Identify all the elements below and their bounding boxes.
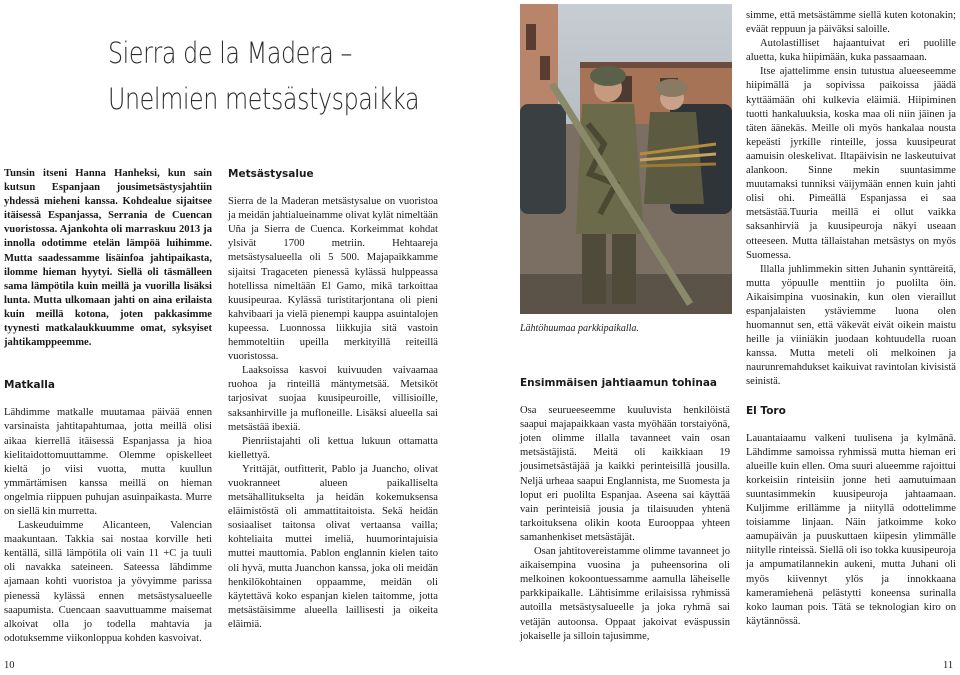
page-title: [108, 30, 419, 122]
hunters-photo: [520, 4, 732, 314]
photo-caption: Lähtöhuumaa parkkipaikalla.: [520, 323, 639, 334]
right-paragraph-2: Autolastilliset hajaantuivat eri puolille aluetta, kuka hiipimään, kuka passaamaan.: [746, 38, 956, 64]
page-number-right: 11: [943, 660, 954, 671]
right-paragraph-4: Illalla juhlimmekin sitten Juhanin synttäreitä, mutta yöpuulle menttiin jo puolilta öin. Aikaisimpina vuosinakin, kun olen vieraillut espanjalaisten ystäviemme luona olen huomannut sen, että väkevät eivät oikein maistu heille ja viiniäkin juodaan kohtuudella ruoan kanssa. Mutta meteli oli melkoinen ja naurunremahdukset kaikuivat ravintolan kivisistä seinistä.: [746, 263, 956, 388]
metsastysalue-paragraph-4: Yrittäjät, outfitterit, Pablo ja Juancho, olivat vuokranneet alueen paikalliselta metsähallitukselta ja heidän kokemuksensa eläimistöstä oli ammattitaitoista. Sekä heidän sosiaaliset taitonsa olivat vertaansa vailla; kohteliaita muttei imeliä, huumorintajuisia muttei mauttomia. Pablon englannin kielen taito oli hyvä, mutta Juanchon kanssa, joka oli meidän henkilökohtainen oppaamme, meidän oli käytettävä koko espanjan kielen taitomme, jotta metsästäisimme alueella laillisesti ja oikeita eläimiä.: [228, 463, 438, 630]
ensimmainen-paragraph-1: Osa seurueeseemme kuuluvista henkilöistä saapui majapaikkaan vasta myöhään torstaiyönä, joten olimme illalla tavanneet vain osan metsästäjistä. Meitä oli kaikkiaan 19 jousimetsästäjää ja kaikki perinteisillä jousilla. Neljä urheaa saapui Englannista, me Suomesta ja loput eri puolilta Espanjaa. Aseena sai käyttää vain perinteisiä jousia ja tilaisuuden yhtenä tarkoituksena olikin koota Eurooppaa yhteen samanhenkiset metsästäjät.: [520, 405, 730, 543]
title-line-2: Unelmien metsästyspaikka: [108, 82, 420, 116]
el-toro-paragraph: Lauantaiaamu valkeni tuulisena ja kylmänä. Lähdimme samoissa ryhmissä mutta hieman eri alueille kuin ellen. Oma suuri alueemme rajoittui korkeisiin rinteisiin jonne heti aamutuimaan suuntasimmekin kuusipeuroja jahtaamaan. Kuljimme erillämme ja niityllä odottelimme toisiamme linjaan. Näin jatkoimme koko aamupäivän ja puuskuttaen kiipesin ylimmälle niitylle rinteissä. Siellä oli iso tokka kuusipeuroja ja ampumatilannekin aukeni, mutta Juhani oli myös kiivennyt ylös ja innokkaana kameramiehenä pelästytti koneensa surinalla koko lauman pois. Tätä se teknologian kiro on käytännössä.: [746, 432, 956, 627]
column-4: [746, 9, 956, 629]
title-line-1: Sierra de la Madera –: [108, 36, 353, 70]
ensimmainen-paragraph-2: Osan jahtitovereistamme olimme tavanneet jo aikaisempina vuosina ja puheensorina oli melkoinen kokoontuessamme aamulla läheiselle parkkipaikalle. Lähtisimme erilaisissa ryhmissä autoilla metsästysalueelle ja joka ryhmä sai vetäjän autoonsa. Oppaat jakoivat eväspussin jokaiselle ja silloin tajusimme,: [520, 546, 730, 642]
matkalla-paragraph-1: Lähdimme matkalle muutamaa päivää ennen varsinaista jahtitapahtumaa, jotta meillä olisi aikaa kierrellä itäisessä Espanjassa ja hioa kielitaidottomuuttamme. Olemme opiskelleet kieltä jo viisi vuotta, mutta kuullun ymmärtämisen kanssa meillä on hieman ongelmia riippuen puhujan asuinpaikasta. Murre on siellä kin murretta.: [4, 407, 212, 517]
metsastysalue-paragraph-2: Laaksoissa kasvoi kuivuuden vaivaamaa ruohoa ja rinteillä mäntymetsää. Metsiköt tarjosivat suojaa kuusipeuroille, villisioille, saksanhirville ja mufloneille. Lisäksi alueella sai metsästää ibexiä.: [228, 365, 438, 433]
right-paragraph-3: Itse ajattelimme ensin tutustua alueeseemme hiipimällä ja sopivissa paikoissa jäädä kyttäämään ohi kulkevia eläimiä. Hiipiminen tuotti hankaluuksia, koska maa oli niin jäinen ja täten äänekäs. Meille oli myös hankalaa nousta kepeästi jyrkille rinteille, jossa kuusipeurat aamuisin oleskelivat. Iltapäivisin ne laskeutuivat alankoon. Sinne mekin suuntasimme muutamaksi tunniksi väijymään ennen kuin jahti olisi ohi. Pimeällä Espanjassa ei saa metsästää.Tuuria meillä ei ollut vaikka saksanhirviä ja kuusipeuroja näkyi useaan otteeseen. Mutta tällaistahan metsästys on myös Suomessa.: [746, 66, 956, 261]
heading-ensimmainen: Ensimmäisen jahtiaamun tohinaa: [520, 377, 718, 389]
right-paragraph-1: simme, että metsästämme siellä kuten kotonakin; eväät reppuun ja päiväksi saloille.: [746, 10, 956, 36]
column-1: [4, 167, 212, 646]
metsastysalue-paragraph-1: Sierra de la Maderan metsästysalue on vuoristoa ja meidän jahtialueinamme olivat kylät nimeltään Uña ja Sierra de Cuenca. Korkeimmat kohdat ylsivät 1700 metriin. Hehtaareja metsästysalueella oli 5 500. Majapaikkamme sijaitsi Tragaceten pienessä kylässä hulppeassa hotellissa nimeltään El Gamo, mikä tarkoittaa kuusipeuraa. Kylässä turistitarjontana oli pieni kahvibaari ja vielä pienempi kauppa asuintalojen kupeessa. Luonnossa liikkujia sitä vastoin hemmoteltiin upeilla merkityillä reiteillä vuoristossa.: [228, 196, 438, 363]
heading-el-toro: El Toro: [746, 404, 786, 417]
column-2: [228, 167, 438, 632]
page-number-left: 10: [4, 660, 15, 671]
metsastysalue-paragraph-3: Pienriistajahti oli kettua lukuun ottamatta kiellettyä.: [228, 435, 438, 461]
matkalla-paragraph-2: Laskeuduimme Alicanteen, Valencian maakuntaan. Takkia sai nostaa korville heti kentällä, sillä lämpötila oli vain 11 +C ja tuuli oli navakka sateineen. Sateessa lähdimme ajamaan kohti vuoristoa ja yövyimme parissa pienessä kylässä ennen metsästysalueelle saapumista. Cuencaan saavuttuamme maisemat alkoivat olla jo todella mahtavia ja odotuksemme viikonloppua kohden kasvoivat.: [4, 520, 212, 644]
column-3: [520, 376, 730, 644]
heading-matkalla: Matkalla: [4, 379, 55, 392]
heading-metsastysalue: Metsästysalue: [228, 168, 314, 180]
intro-paragraph: Tunsin itseni Hanna Hanheksi, kun sain kutsun Espanjaan jousimetsästysjahtiin yhdessä mieheni kanssa. Kohdealue sijaitsee itäisessä Espanjassa, Serrania de Cuencan vuoristossa. Ajankohta oli marraskuu 2013 ja innolla odotimme etelän lämpöä luihimme. Mutta saadessamme lisäinfoa jahtipaikasta, ilomme hieman hyytyi. Siellä oli täsmälleen sama lämpötila kuin meillä ja vuorilla lisäksi lunta. Mutta ulkomaan jahti on aina erilaista kuin meillä kotona, joten pakkasimme tyynesti matkalaukkuumme omat, syksyiset jahtikamppeemme.: [4, 168, 212, 349]
hunters-illustration: [520, 4, 732, 314]
